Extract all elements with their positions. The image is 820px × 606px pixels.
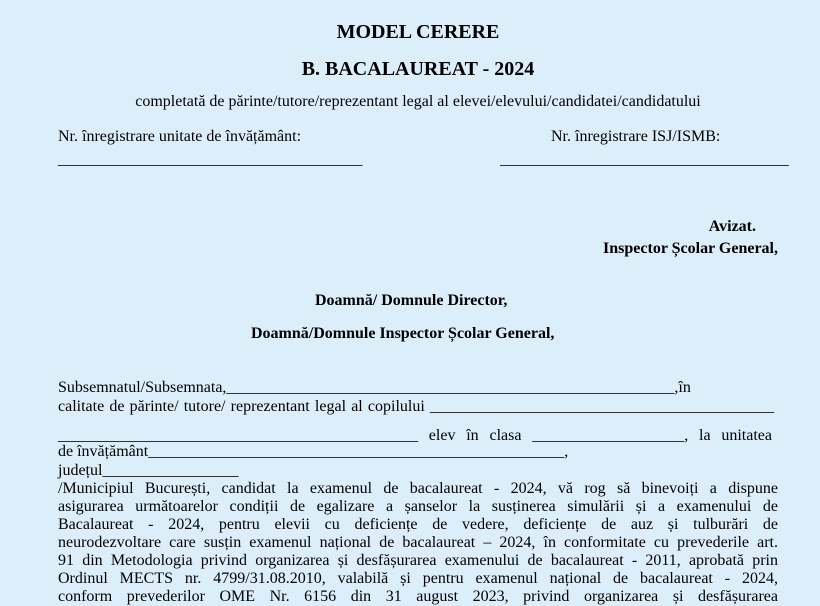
body-line-11: Ordinul MECTS nr. 4799/31.08.2010, valabilă și pentru examenul național de bacalaureat - 2024,	[58, 570, 778, 587]
school-registration-label: Nr. înregistrare unitate de învățământ:	[58, 128, 302, 145]
body-line-9: neurodezvoltare care susțin examenul național de bacalaureat – 2024, în conformitate cu prevederile art.	[58, 534, 778, 551]
body-line-7: asigurarea următoarelor condiții de egalizare a șanselor la susținerea simulării și a examenului de	[58, 498, 778, 515]
body-line-10: 91 din Metodologia privind organizarea și desfășurarea examenului de bacalaureat - 2011, aprobată prin	[58, 552, 778, 569]
body-line-5: județul_________________	[58, 462, 239, 479]
document-subtitle: B. BACALAUREAT - 2024	[301, 58, 535, 80]
completed-by-line: completată de părinte/tutore/reprezentant legal al elevei/elevului/candidatei/candidatului	[135, 93, 701, 110]
salutation-director: Doamnă/ Domnule Director,	[315, 292, 508, 309]
isj-registration-label: Nr. înregistrare ISJ/ISMB:	[551, 128, 721, 145]
body-line-2: calitate de părinte/ tutore/ reprezentant legal al copilului ___________________________________________	[58, 398, 774, 415]
body-line-12: conform prevederilor OME Nr. 6156 din 31 august 2023, privind organizarea și desfășurarea	[58, 588, 778, 605]
body-line-6: /Municipiul București, candidat la examenul de bacalaureat - 2024, vă rog să binevoiți a dispune	[58, 480, 778, 497]
body-line-8: Bacalaureat - 2024, pentru elevii cu deficiențe de vedere, deficiențe de auz și tulburări de	[58, 516, 778, 533]
document-title: MODEL CERERE	[336, 21, 500, 43]
body-line-4: de învățământ____________________________________________________,	[58, 443, 569, 460]
body-line-1: Subsemnatul/Subsemnata,________________________________________________________,în	[58, 379, 691, 396]
school-registration-blank: _______________________________________	[58, 151, 363, 168]
approval-inspector: Inspector Școlar General,	[603, 240, 778, 257]
isj-registration-blank: _____________________________________	[500, 151, 789, 168]
body-line-3: _____________________________________________ elev în clasa ___________________, la unitatea	[58, 427, 772, 444]
salutation-inspector: Doamnă/Domnule Inspector Școlar General,	[251, 325, 555, 342]
approval-avizat: Avizat.	[708, 218, 756, 235]
